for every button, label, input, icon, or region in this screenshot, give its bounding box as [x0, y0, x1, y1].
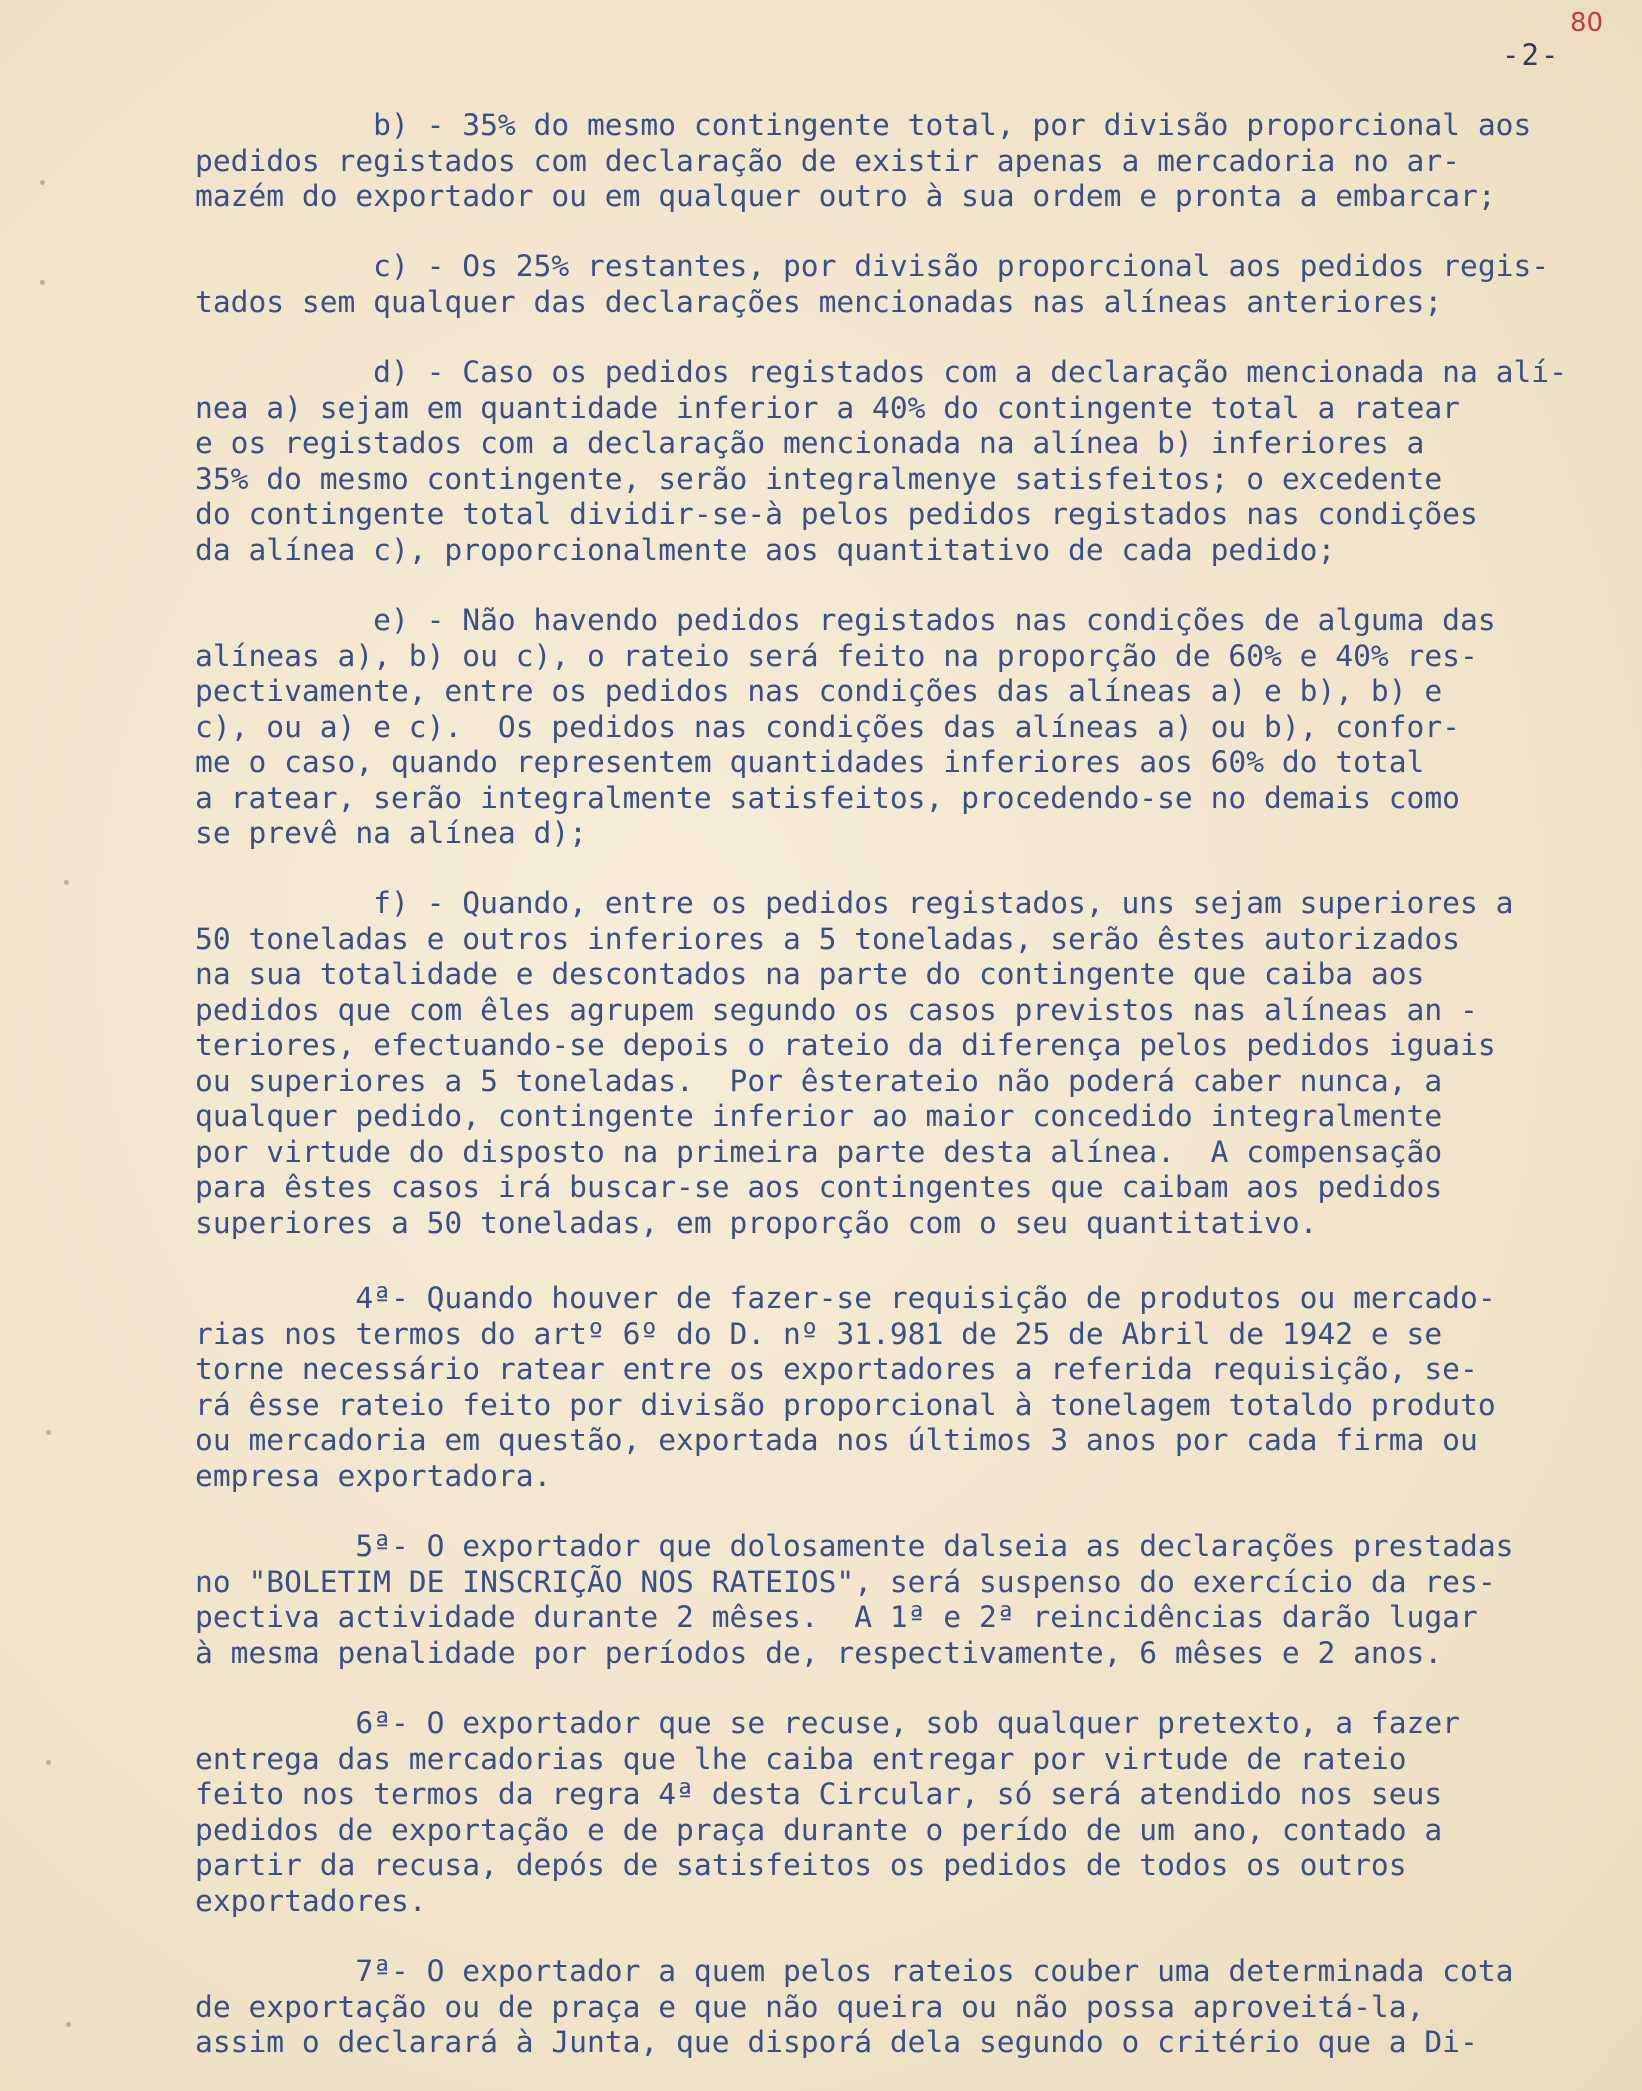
- text-line: c) - Os 25% restantes, por divisão proporcional aos pedidos regis-: [195, 249, 1550, 283]
- text-line: 6ª- O exportador que se recuse, sob qualquer pretexto, a fazer: [195, 1706, 1461, 1740]
- text-line: qualquer pedido, contingente inferior ao maior concedido integralmente: [195, 1099, 1443, 1133]
- margin-mark: [40, 180, 45, 185]
- text-line: para êstes casos irá buscar-se aos contingentes que caibam aos pedidos: [195, 1170, 1443, 1204]
- text-line: c), ou a) e c). Os pedidos nas condições das alíneas a) ou b), confor-: [195, 709, 1461, 744]
- text-line: e) - Não havendo pedidos registados nas condições de alguma das: [195, 603, 1496, 637]
- rule-4: [195, 1281, 1625, 1494]
- text-line: no "BOLETIM DE INSCRIÇÃO NOS RATEIOS", será suspenso do exercício da res-: [195, 1564, 1496, 1599]
- text-line: pedidos que com êles agrupem segundo os casos previstos nas alíneas an -: [195, 992, 1478, 1027]
- text-line: torne necessário ratear entre os exportadores a referida requisição, se-: [195, 1352, 1478, 1386]
- text-line: rias nos termos do artº 6º do D. nº 31.981 de 25 de Abril de 1942 e se: [195, 1316, 1443, 1351]
- margin-mark: [66, 2022, 71, 2027]
- text-line: e os registados com a declaração mencionada na alínea b) inferiores a: [195, 426, 1425, 460]
- rule-7: [195, 1954, 1625, 2061]
- text-line: alíneas a), b) ou c), o rateio será feito na proporção de 60% e 40% res-: [195, 638, 1478, 673]
- paragraph-c: [195, 249, 1625, 320]
- text-line: rá êsse rateio feito por divisão proporcional à tonelagem totaldo produto: [195, 1387, 1496, 1422]
- text-line: a ratear, serão integralmente satisfeitos, procedendo-se no demais como: [195, 780, 1461, 815]
- text-line: da alínea c), proporcionalmente aos quantitativo de cada pedido;: [195, 532, 1336, 567]
- text-line: superiores a 50 toneladas, em proporção com o seu quantitativo.: [195, 1205, 1318, 1240]
- text-line: pectiva actividade durante 2 mêses. A 1ª e 2ª reincidências darão lugar: [195, 1600, 1478, 1634]
- text-line: assim o declarará à Junta, que disporá dela segundo o critério que a Di-: [195, 2025, 1478, 2059]
- text-line: empresa exportadora.: [195, 1458, 552, 1493]
- text-line: tados sem qualquer das declarações mencionadas nas alíneas anteriores;: [195, 284, 1443, 319]
- text-line: 5ª- O exportador que dolosamente dalseia as declarações prestadas: [195, 1529, 1514, 1563]
- text-line: me o caso, quando representem quantidades inferiores aos 60% do total: [195, 745, 1425, 779]
- text-line: 35% do mesmo contingente, serão integralmenye satisfeitos; o excedente: [195, 461, 1443, 496]
- margin-mark: [64, 880, 69, 885]
- text-line: ou superiores a 5 toneladas. Por êsterateio não poderá caber nunca, a: [195, 1063, 1443, 1098]
- text-line: na sua totalidade e descontados na parte do contingente que caiba aos: [195, 957, 1425, 991]
- text-line: 50 toneladas e outros inferiores a 5 toneladas, serão êstes autorizados: [195, 921, 1461, 956]
- text-line: pedidos de exportação e de praça durante o perído de um ano, contado a: [195, 1812, 1443, 1847]
- text-line: b) - 35% do mesmo contingente total, por divisão proporcional aos: [195, 108, 1532, 142]
- text-line: entrega das mercadorias que lhe caiba entregar por virtude de rateio: [195, 1741, 1407, 1776]
- page-number: -2-: [1502, 38, 1561, 72]
- text-line: pectivamente, entre os pedidos nas condições das alíneas a) e b), b) e: [195, 674, 1443, 708]
- text-line: feito nos termos da regra 4ª desta Circular, só será atendido nos seus: [195, 1777, 1443, 1811]
- margin-mark: [46, 1430, 51, 1435]
- text-line: mazém do exportador ou em qualquer outro à sua ordem e pronta a embarcar;: [195, 179, 1496, 213]
- text-line: teriores, efectuando-se depois o rateio da diferença pelos pedidos iguais: [195, 1028, 1496, 1062]
- paragraph-b: [195, 108, 1625, 215]
- text-line: nea a) sejam em quantidade inferior a 40% do contingente total a ratear: [195, 390, 1461, 425]
- text-line: 7ª- O exportador a quem pelos rateios couber uma determinada cota: [195, 1954, 1514, 1988]
- paragraph-f: [195, 886, 1625, 1241]
- text-line: se prevê na alínea d);: [195, 816, 587, 850]
- folio-number: 80: [1570, 8, 1604, 38]
- text-line: pedidos registados com declaração de existir apenas a mercadoria no ar-: [195, 143, 1461, 178]
- margin-mark: [46, 1760, 51, 1765]
- text-line: f) - Quando, entre os pedidos registados, uns sejam superiores a: [195, 886, 1514, 920]
- margin-mark: [40, 280, 45, 285]
- text-line: d) - Caso os pedidos registados com a declaração mencionada na alí-: [195, 355, 1567, 389]
- paragraph-e: [195, 603, 1625, 852]
- text-line: de exportação ou de praça e que não queira ou não possa aproveitá-la,: [195, 1989, 1425, 2024]
- text-line: por virtude do disposto na primeira parte desta alínea. A compensação: [195, 1134, 1443, 1169]
- rule-5: [195, 1529, 1625, 1671]
- text-line: à mesma penalidade por períodos de, respectivamente, 6 mêses e 2 anos.: [195, 1635, 1443, 1670]
- text-line: exportadores.: [195, 1883, 427, 1918]
- text-line: partir da recusa, depós de satisfeitos os pedidos de todos os outros: [195, 1848, 1407, 1882]
- paragraph-d: [195, 355, 1625, 568]
- rule-6: [195, 1706, 1625, 1919]
- text-line: do contingente total dividir-se-à pelos pedidos registados nas condições: [195, 497, 1478, 531]
- text-line: 4ª- Quando houver de fazer-se requisição de produtos ou mercado-: [195, 1281, 1496, 1315]
- text-line: ou mercadoria em questão, exportada nos últimos 3 anos por cada firma ou: [195, 1423, 1478, 1457]
